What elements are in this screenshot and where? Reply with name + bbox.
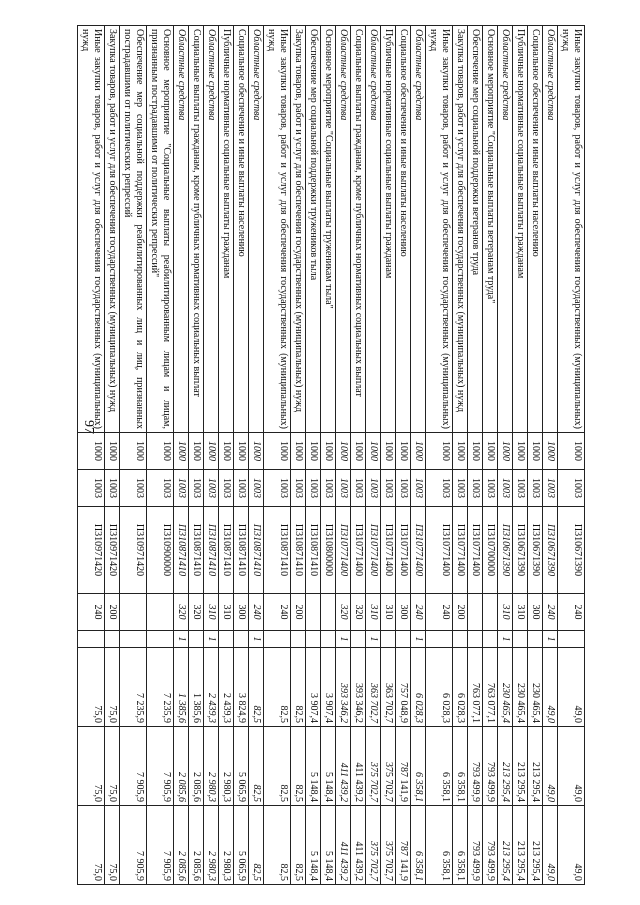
- section-cell: 1000: [321, 433, 336, 470]
- section-cell: 1000: [189, 433, 204, 470]
- subsection-cell: 1003: [219, 470, 234, 507]
- row-name-cell: Иные закупки товаров, работ и услуг для обеспечения государственных (муниципальных) нужд: [264, 26, 291, 433]
- expense-type-cell: 240: [78, 594, 105, 631]
- amount-year3-cell: 82,5: [249, 806, 264, 885]
- subsection-cell: 1003: [306, 470, 321, 507]
- target-article-cell: П310771400: [396, 507, 411, 594]
- table-row: [366, 26, 381, 885]
- amount-year2-cell: 375 702,7: [366, 727, 381, 806]
- row-name-cell: Областные средства: [174, 26, 189, 433]
- amount-year2-cell: 49,0: [558, 727, 585, 806]
- target-article-cell: П310871410: [189, 507, 204, 594]
- expense-type-cell: 240: [543, 594, 558, 631]
- amount-year3-cell: 2 980,3: [204, 806, 219, 885]
- amount-year1-cell: 49,0: [543, 648, 558, 727]
- amount-year1-cell: 3 907,4: [306, 648, 321, 727]
- amount-year3-cell: 5 148,4: [321, 806, 336, 885]
- row-name-cell: Социальное обеспечение и иные выплаты населению: [528, 26, 543, 433]
- table-row: [306, 26, 321, 885]
- amount-year1-cell: 763 077,1: [483, 648, 498, 727]
- row-name-cell: Закупка товаров, работ и услуг для обеспечения государственных (муниципальных) нужд: [291, 26, 306, 433]
- amount-year2-cell: 6 358,1: [453, 727, 468, 806]
- table-row: [249, 26, 264, 885]
- table-row: [528, 26, 543, 885]
- funding-mark-cell: [147, 631, 174, 648]
- section-cell: 1000: [147, 433, 174, 470]
- amount-year2-cell: 5 148,4: [321, 727, 336, 806]
- target-article-cell: П310871410: [291, 507, 306, 594]
- amount-year1-cell: 757 048,9: [396, 648, 411, 727]
- row-name-cell: Обеспечение мер социальной поддержки тружеников тыла: [306, 26, 321, 433]
- table-row: [264, 26, 291, 885]
- amount-year3-cell: 411 439,2: [351, 806, 366, 885]
- expense-type-cell: 320: [351, 594, 366, 631]
- expense-type-cell: 320: [174, 594, 189, 631]
- section-cell: 1000: [366, 433, 381, 470]
- funding-mark-cell: [189, 631, 204, 648]
- expense-type-cell: 240: [264, 594, 291, 631]
- table-row: [411, 26, 426, 885]
- row-name-cell: Социальные выплаты гражданам, кроме публичных нормативных социальных выплат: [351, 26, 366, 433]
- subsection-cell: 1003: [120, 470, 147, 507]
- section-cell: 1000: [78, 433, 105, 470]
- section-cell: 1000: [105, 433, 120, 470]
- amount-year1-cell: 230 465,4: [498, 648, 513, 727]
- funding-mark-cell: [219, 631, 234, 648]
- expense-type-cell: [306, 594, 321, 631]
- table-row: [321, 26, 336, 885]
- expense-type-cell: [483, 594, 498, 631]
- row-name-cell: Социальное обеспечение и иные выплаты населению: [234, 26, 249, 433]
- target-article-cell: П310871410: [264, 507, 291, 594]
- expense-type-cell: 310: [513, 594, 528, 631]
- funding-mark-cell: [264, 631, 291, 648]
- amount-year3-cell: 75,0: [78, 806, 105, 885]
- funding-mark-cell: 1: [411, 631, 426, 648]
- expense-type-cell: [147, 594, 174, 631]
- section-cell: 1000: [336, 433, 351, 470]
- section-cell: 1000: [396, 433, 411, 470]
- amount-year3-cell: 49,0: [543, 806, 558, 885]
- amount-year2-cell: 375 702,7: [381, 727, 396, 806]
- amount-year1-cell: 82,5: [249, 648, 264, 727]
- amount-year3-cell: 7 905,9: [147, 806, 174, 885]
- amount-year2-cell: 5 065,9: [234, 727, 249, 806]
- subsection-cell: 1003: [411, 470, 426, 507]
- target-article-cell: П310900000: [147, 507, 174, 594]
- amount-year3-cell: 2 980,3: [219, 806, 234, 885]
- amount-year3-cell: 6 358,1: [411, 806, 426, 885]
- amount-year2-cell: 7 905,9: [147, 727, 174, 806]
- amount-year3-cell: 82,5: [264, 806, 291, 885]
- row-name-cell: Областные средства: [249, 26, 264, 433]
- amount-year2-cell: 82,5: [291, 727, 306, 806]
- amount-year2-cell: 82,5: [249, 727, 264, 806]
- target-article-cell: П310871410: [174, 507, 189, 594]
- subsection-cell: 1003: [483, 470, 498, 507]
- subsection-cell: 1003: [249, 470, 264, 507]
- amount-year1-cell: 82,5: [291, 648, 306, 727]
- table-row: [204, 26, 219, 885]
- row-name-cell: Публичные нормативные социальные выплаты гражданам: [381, 26, 396, 433]
- amount-year2-cell: 2 980,3: [204, 727, 219, 806]
- funding-mark-cell: 1: [249, 631, 264, 648]
- subsection-cell: 1003: [234, 470, 249, 507]
- amount-year1-cell: 393 346,2: [336, 648, 351, 727]
- subsection-cell: 1003: [543, 470, 558, 507]
- expense-type-cell: 310: [204, 594, 219, 631]
- target-article-cell: П310871410: [249, 507, 264, 594]
- section-cell: 1000: [306, 433, 321, 470]
- amount-year1-cell: 230 465,4: [528, 648, 543, 727]
- amount-year3-cell: 213 295,4: [528, 806, 543, 885]
- amount-year2-cell: 2 085,6: [174, 727, 189, 806]
- amount-year2-cell: 411 439,2: [336, 727, 351, 806]
- row-name-cell: Иные закупки товаров, работ и услуг для обеспечения государственных (муниципальных) нужд: [78, 26, 105, 433]
- amount-year1-cell: 1 385,6: [174, 648, 189, 727]
- subsection-cell: 1003: [366, 470, 381, 507]
- subsection-cell: 1003: [381, 470, 396, 507]
- expense-type-cell: 200: [291, 594, 306, 631]
- funding-mark-cell: [558, 631, 585, 648]
- table-row: [189, 26, 204, 885]
- amount-year2-cell: 787 141,9: [396, 727, 411, 806]
- amount-year2-cell: 6 358,1: [426, 727, 453, 806]
- target-article-cell: П310971420: [105, 507, 120, 594]
- target-article-cell: П310771400: [366, 507, 381, 594]
- target-article-cell: П310871410: [204, 507, 219, 594]
- amount-year3-cell: 213 295,4: [498, 806, 513, 885]
- section-cell: 1000: [381, 433, 396, 470]
- expense-type-cell: [120, 594, 147, 631]
- table-row: [498, 26, 513, 885]
- row-name-cell: Закупка товаров, работ и услуг для обеспечения государственных (муниципальных) нужд: [105, 26, 120, 433]
- row-name-cell: Основное мероприятие "Социальные выплаты ветеранам труда": [483, 26, 498, 433]
- budget-table-body: [78, 26, 585, 885]
- section-cell: 1000: [528, 433, 543, 470]
- funding-mark-cell: [351, 631, 366, 648]
- target-article-cell: П310771400: [453, 507, 468, 594]
- table-row: [78, 26, 105, 885]
- section-cell: 1000: [543, 433, 558, 470]
- subsection-cell: 1003: [78, 470, 105, 507]
- row-name-cell: Публичные нормативные социальные выплаты гражданам: [219, 26, 234, 433]
- table-row: [381, 26, 396, 885]
- section-cell: 1000: [219, 433, 234, 470]
- amount-year1-cell: 49,0: [558, 648, 585, 727]
- target-article-cell: П310871410: [219, 507, 234, 594]
- target-article-cell: П310771400: [426, 507, 453, 594]
- table-row: [513, 26, 528, 885]
- expense-type-cell: [321, 594, 336, 631]
- expense-type-cell: 310: [366, 594, 381, 631]
- table-row: [219, 26, 234, 885]
- section-cell: 1000: [498, 433, 513, 470]
- amount-year3-cell: 375 702,7: [381, 806, 396, 885]
- budget-table-sheet: [65, 25, 585, 881]
- target-article-cell: П310771400: [351, 507, 366, 594]
- expense-type-cell: 320: [336, 594, 351, 631]
- subsection-cell: 1003: [498, 470, 513, 507]
- target-article-cell: П310771400: [381, 507, 396, 594]
- amount-year3-cell: 5 065,9: [234, 806, 249, 885]
- table-row: [396, 26, 411, 885]
- amount-year1-cell: 7 235,9: [120, 648, 147, 727]
- section-cell: 1000: [513, 433, 528, 470]
- funding-mark-cell: [291, 631, 306, 648]
- expense-type-cell: 240: [249, 594, 264, 631]
- subsection-cell: 1003: [396, 470, 411, 507]
- amount-year3-cell: 793 499,9: [483, 806, 498, 885]
- amount-year2-cell: 75,0: [78, 727, 105, 806]
- section-cell: 1000: [558, 433, 585, 470]
- amount-year2-cell: 213 295,4: [528, 727, 543, 806]
- amount-year1-cell: 363 702,7: [366, 648, 381, 727]
- subsection-cell: 1003: [453, 470, 468, 507]
- amount-year2-cell: 2 085,6: [189, 727, 204, 806]
- funding-mark-cell: 1: [204, 631, 219, 648]
- funding-mark-cell: [120, 631, 147, 648]
- row-name-cell: Областные средства: [204, 26, 219, 433]
- amount-year2-cell: 793 499,9: [468, 727, 483, 806]
- amount-year2-cell: 6 358,1: [411, 727, 426, 806]
- amount-year2-cell: 793 499,9: [483, 727, 498, 806]
- amount-year1-cell: 6 028,3: [453, 648, 468, 727]
- amount-year1-cell: 75,0: [105, 648, 120, 727]
- amount-year1-cell: 82,5: [264, 648, 291, 727]
- subsection-cell: 1003: [426, 470, 453, 507]
- target-article-cell: П310871410: [306, 507, 321, 594]
- expense-type-cell: 240: [426, 594, 453, 631]
- subsection-cell: 1003: [204, 470, 219, 507]
- funding-mark-cell: [513, 631, 528, 648]
- target-article-cell: П310771400: [468, 507, 483, 594]
- subsection-cell: 1003: [321, 470, 336, 507]
- amount-year1-cell: 3 907,4: [321, 648, 336, 727]
- row-name-cell: Областные средства: [543, 26, 558, 433]
- amount-year3-cell: 6 358,1: [426, 806, 453, 885]
- target-article-cell: П310671390: [543, 507, 558, 594]
- row-name-cell: Основное мероприятие "Социальные выплаты труженикам тыла": [321, 26, 336, 433]
- row-name-cell: Иные закупки товаров, работ и услуг для обеспечения государственных (муниципальных) нужд: [426, 26, 453, 433]
- table-row: [351, 26, 366, 885]
- funding-mark-cell: 1: [543, 631, 558, 648]
- expense-type-cell: 200: [453, 594, 468, 631]
- subsection-cell: 1003: [174, 470, 189, 507]
- amount-year3-cell: 411 439,2: [336, 806, 351, 885]
- section-cell: 1000: [483, 433, 498, 470]
- row-name-cell: Обеспечение мер социальной поддержки реабилитированных лиц и лиц, признанных пострадавшими от политических репрессий: [120, 26, 147, 433]
- target-article-cell: П310971420: [78, 507, 105, 594]
- section-cell: 1000: [234, 433, 249, 470]
- funding-mark-cell: [396, 631, 411, 648]
- expense-type-cell: 300: [396, 594, 411, 631]
- target-article-cell: П310971420: [120, 507, 147, 594]
- subsection-cell: 1003: [291, 470, 306, 507]
- funding-mark-cell: [453, 631, 468, 648]
- table-row: [291, 26, 306, 885]
- expense-type-cell: 310: [498, 594, 513, 631]
- expense-type-cell: [468, 594, 483, 631]
- funding-mark-cell: [483, 631, 498, 648]
- expense-type-cell: 300: [528, 594, 543, 631]
- table-row: [234, 26, 249, 885]
- funding-mark-cell: [426, 631, 453, 648]
- funding-mark-cell: [105, 631, 120, 648]
- expense-type-cell: 310: [381, 594, 396, 631]
- amount-year2-cell: 49,0: [543, 727, 558, 806]
- target-article-cell: П310700000: [483, 507, 498, 594]
- subsection-cell: 1003: [189, 470, 204, 507]
- amount-year2-cell: 213 295,4: [498, 727, 513, 806]
- table-row: [336, 26, 351, 885]
- section-cell: 1000: [426, 433, 453, 470]
- amount-year2-cell: 7 905,9: [120, 727, 147, 806]
- table-row: [147, 26, 174, 885]
- subsection-cell: 1003: [513, 470, 528, 507]
- amount-year3-cell: 75,0: [105, 806, 120, 885]
- row-name-cell: Областные средства: [498, 26, 513, 433]
- amount-year2-cell: 5 148,4: [306, 727, 321, 806]
- amount-year1-cell: 2 439,3: [219, 648, 234, 727]
- section-cell: 1000: [204, 433, 219, 470]
- amount-year3-cell: 2 085,6: [174, 806, 189, 885]
- section-cell: 1000: [453, 433, 468, 470]
- amount-year1-cell: 1 385,6: [189, 648, 204, 727]
- row-name-cell: Областные средства: [366, 26, 381, 433]
- amount-year1-cell: 6 028,3: [411, 648, 426, 727]
- funding-mark-cell: [234, 631, 249, 648]
- target-article-cell: П310671390: [498, 507, 513, 594]
- target-article-cell: П310671390: [528, 507, 543, 594]
- table-row: [543, 26, 558, 885]
- row-name-cell: Социальное обеспечение и иные выплаты населению: [396, 26, 411, 433]
- row-name-cell: Публичные нормативные социальные выплаты гражданам: [513, 26, 528, 433]
- amount-year1-cell: 393 346,2: [351, 648, 366, 727]
- amount-year3-cell: 82,5: [291, 806, 306, 885]
- subsection-cell: 1003: [351, 470, 366, 507]
- funding-mark-cell: 1: [336, 631, 351, 648]
- funding-mark-cell: [381, 631, 396, 648]
- section-cell: 1000: [411, 433, 426, 470]
- funding-mark-cell: [306, 631, 321, 648]
- section-cell: 1000: [174, 433, 189, 470]
- amount-year1-cell: 2 439,3: [204, 648, 219, 727]
- row-name-cell: Областные средства: [411, 26, 426, 433]
- amount-year3-cell: 787 141,9: [396, 806, 411, 885]
- section-cell: 1000: [468, 433, 483, 470]
- amount-year1-cell: 763 077,1: [468, 648, 483, 727]
- subsection-cell: 1003: [336, 470, 351, 507]
- table-row: [468, 26, 483, 885]
- expense-type-cell: 200: [105, 594, 120, 631]
- amount-year2-cell: 82,5: [264, 727, 291, 806]
- table-row: [426, 26, 453, 885]
- expense-type-cell: 240: [558, 594, 585, 631]
- amount-year2-cell: 213 295,4: [513, 727, 528, 806]
- amount-year3-cell: 6 358,1: [453, 806, 468, 885]
- section-cell: 1000: [264, 433, 291, 470]
- amount-year1-cell: 3 824,9: [234, 648, 249, 727]
- row-name-cell: Обеспечение мер социальной поддержки ветеранов труда: [468, 26, 483, 433]
- amount-year2-cell: 2 980,3: [219, 727, 234, 806]
- subsection-cell: 1003: [264, 470, 291, 507]
- target-article-cell: П310800000: [321, 507, 336, 594]
- budget-table: [77, 25, 585, 885]
- section-cell: 1000: [120, 433, 147, 470]
- expense-type-cell: 310: [219, 594, 234, 631]
- subsection-cell: 1003: [528, 470, 543, 507]
- amount-year3-cell: 213 295,4: [513, 806, 528, 885]
- funding-mark-cell: [78, 631, 105, 648]
- table-row: [174, 26, 189, 885]
- expense-type-cell: 320: [189, 594, 204, 631]
- amount-year2-cell: 75,0: [105, 727, 120, 806]
- section-cell: 1000: [249, 433, 264, 470]
- table-row: [120, 26, 147, 885]
- funding-mark-cell: 1: [366, 631, 381, 648]
- amount-year3-cell: 793 499,9: [468, 806, 483, 885]
- expense-type-cell: 300: [234, 594, 249, 631]
- amount-year3-cell: 49,0: [558, 806, 585, 885]
- target-article-cell: П310671390: [513, 507, 528, 594]
- subsection-cell: 1003: [468, 470, 483, 507]
- row-name-cell: Закупка товаров, работ и услуг для обеспечения государственных (муниципальных) нужд: [453, 26, 468, 433]
- row-name-cell: Основное мероприятие "Социальные выплаты реабилитированным лицам и лицам, признанным пострадавшими от политических репрессий": [147, 26, 174, 433]
- amount-year1-cell: 6 028,3: [426, 648, 453, 727]
- amount-year3-cell: 5 148,4: [306, 806, 321, 885]
- target-article-cell: П310771400: [336, 507, 351, 594]
- funding-mark-cell: 1: [498, 631, 513, 648]
- page-number: 97: [81, 420, 96, 434]
- amount-year3-cell: 7 905,9: [120, 806, 147, 885]
- funding-mark-cell: [468, 631, 483, 648]
- expense-type-cell: 240: [411, 594, 426, 631]
- amount-year1-cell: 7 235,9: [147, 648, 174, 727]
- amount-year3-cell: 2 085,6: [189, 806, 204, 885]
- funding-mark-cell: [528, 631, 543, 648]
- target-article-cell: П310771400: [411, 507, 426, 594]
- section-cell: 1000: [291, 433, 306, 470]
- row-name-cell: Областные средства: [336, 26, 351, 433]
- target-article-cell: П310671390: [558, 507, 585, 594]
- table-row: [483, 26, 498, 885]
- target-article-cell: П310871410: [234, 507, 249, 594]
- amount-year3-cell: 375 702,7: [366, 806, 381, 885]
- amount-year1-cell: 363 702,7: [381, 648, 396, 727]
- subsection-cell: 1003: [105, 470, 120, 507]
- amount-year2-cell: 411 439,2: [351, 727, 366, 806]
- row-name-cell: Иные закупки товаров, работ и услуг для обеспечения государственных (муниципальных) нужд: [558, 26, 585, 433]
- amount-year1-cell: 230 465,4: [513, 648, 528, 727]
- funding-mark-cell: [321, 631, 336, 648]
- section-cell: 1000: [351, 433, 366, 470]
- subsection-cell: 1003: [147, 470, 174, 507]
- amount-year1-cell: 75,0: [78, 648, 105, 727]
- table-row: [105, 26, 120, 885]
- row-name-cell: Социальные выплаты гражданам, кроме публичных нормативных социальных выплат: [189, 26, 204, 433]
- table-row: [558, 26, 585, 885]
- table-row: [453, 26, 468, 885]
- subsection-cell: 1003: [558, 470, 585, 507]
- funding-mark-cell: 1: [174, 631, 189, 648]
